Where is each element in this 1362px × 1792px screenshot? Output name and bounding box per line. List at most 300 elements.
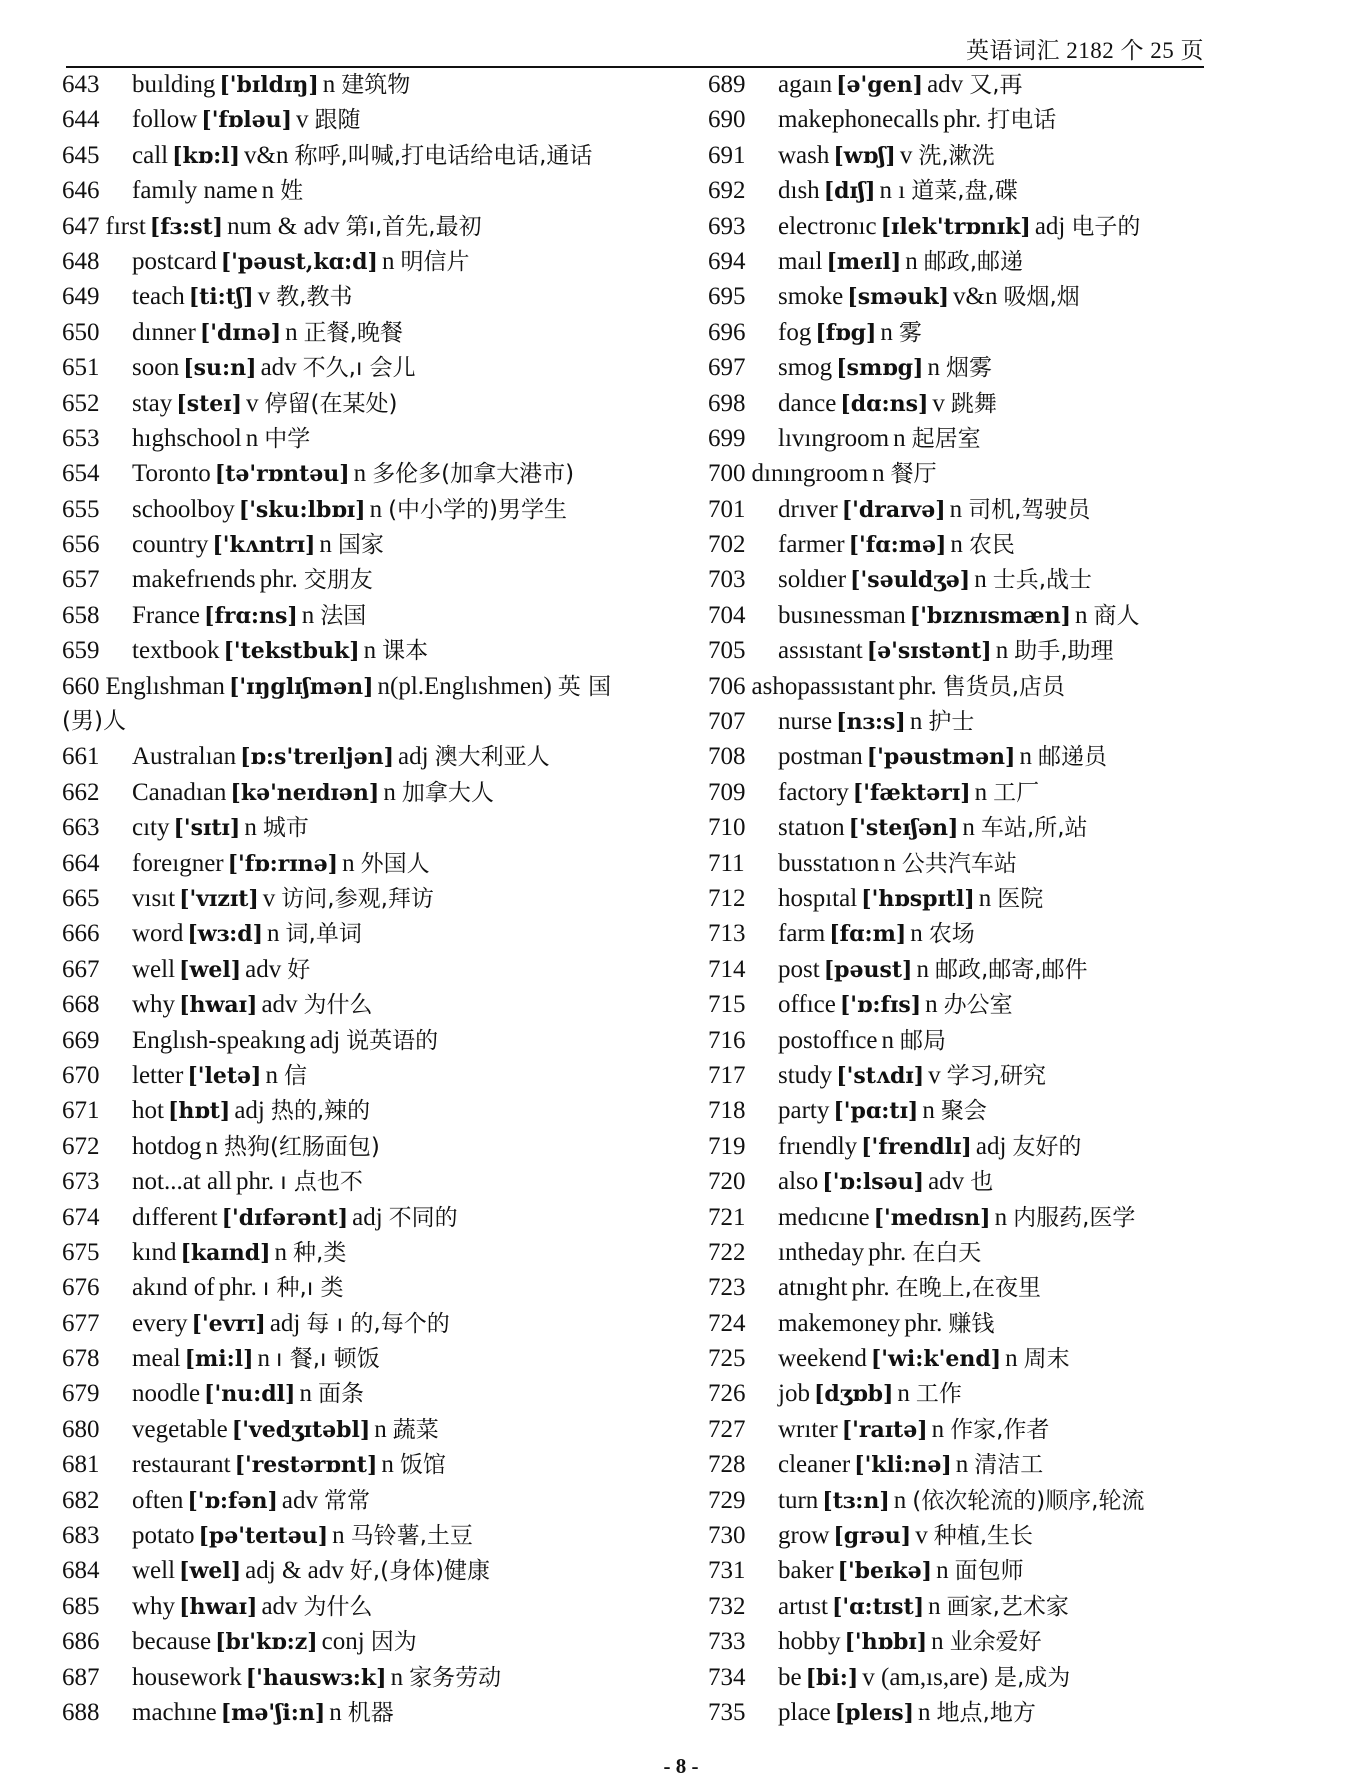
vocab-entry	[708, 775, 1308, 810]
entry-translation: 面包师	[954, 1558, 1024, 1585]
entry-word: artıst	[778, 1592, 828, 1620]
entry-word: why	[132, 991, 176, 1019]
entry-word: postman	[778, 743, 863, 771]
entry-word: housework	[132, 1663, 242, 1691]
entry-phonetic: ['restərɒnt]	[234, 1452, 378, 1479]
entry-translation: 热的,辣的	[270, 1098, 371, 1125]
entry-phonetic: [meɪl]	[826, 248, 902, 275]
vocab-entry	[708, 279, 1308, 314]
entry-translation: 医院	[997, 885, 1044, 912]
entry-phonetic: ['beɪkə]	[837, 1558, 933, 1585]
entry-word: farmer	[778, 531, 845, 559]
entry-phonetic: ['bɪldɪŋ]	[219, 72, 319, 98]
entry-number: 650	[62, 318, 100, 346]
entry-number: 671	[62, 1097, 100, 1125]
vocab-entry	[708, 421, 1308, 456]
entry-phonetic: [wɜ:d]	[187, 921, 264, 948]
entry-word: stay	[132, 389, 173, 417]
entry-part-of-speech: n	[244, 814, 257, 842]
entry-number: 710	[708, 814, 746, 842]
entry-number: 656	[62, 531, 100, 559]
vocab-entry	[62, 386, 666, 421]
entry-number: 673	[62, 1168, 100, 1196]
entry-number: 699	[708, 424, 746, 452]
vocab-entry	[62, 916, 666, 951]
entry-translation: 加拿大人	[401, 779, 494, 806]
vocab-entry	[62, 1129, 666, 1164]
entry-word: postoffıce	[778, 1026, 878, 1054]
entry-translation: 画家,艺术家	[946, 1593, 1069, 1620]
entry-number: 663	[62, 814, 100, 842]
entry-part-of-speech: phr.	[259, 566, 298, 594]
entry-translation: 中学	[264, 425, 311, 452]
header-title: 英语词汇 2182 个 25 页	[966, 38, 1204, 63]
entry-number: 683	[62, 1522, 100, 1550]
entry-phonetic: [kaɪnd]	[180, 1239, 271, 1266]
entry-phonetic: ['letə]	[187, 1062, 262, 1089]
entry-word: Australıan	[132, 743, 237, 771]
entry-phonetic: ['dɪfərənt]	[221, 1204, 349, 1231]
entry-translation: 办公室	[943, 992, 1013, 1019]
vocab-entry	[62, 952, 666, 987]
vocab-entry	[62, 810, 666, 845]
entry-word: also	[778, 1168, 819, 1196]
entry-translation: 车站,所,站	[980, 815, 1088, 842]
entry-phonetic: ['evrɪ]	[191, 1310, 266, 1337]
entry-part-of-speech: n	[257, 1345, 271, 1373]
entry-part-of-speech: n	[978, 884, 992, 912]
entry-phonetic: [mə'ʃi:n]	[220, 1699, 326, 1726]
entry-part-of-speech: n	[918, 1698, 931, 1726]
entry-translation: 友好的	[1012, 1133, 1082, 1160]
entry-number: 719	[708, 1132, 746, 1160]
entry-translation: 种,类	[293, 1239, 347, 1266]
entry-number: 670	[62, 1061, 100, 1089]
vocab-entry	[62, 1660, 666, 1695]
vocab-entry	[62, 881, 666, 916]
entry-number: 720	[708, 1168, 746, 1196]
entry-part-of-speech: conj	[321, 1628, 365, 1656]
vocab-entry	[708, 1164, 1308, 1199]
page-number: - 8 -	[663, 1754, 699, 1778]
entry-word: medıcıne	[778, 1203, 870, 1231]
entry-number: 687	[62, 1663, 100, 1691]
entry-phonetic: [ɪlek'trɒnɪk]	[880, 213, 1031, 240]
entry-phonetic: [fɜ:st]	[149, 213, 224, 240]
vocab-entry	[708, 1270, 1308, 1305]
entry-part-of-speech: n	[383, 778, 396, 806]
entry-translation: 家务劳动	[409, 1664, 502, 1691]
entry-part-of-speech: adj	[1034, 212, 1066, 240]
entry-number: 706	[708, 672, 746, 700]
entry-word: factory	[778, 778, 849, 806]
entry-translation: 雾	[898, 319, 922, 346]
entry-word: post	[778, 955, 820, 983]
entry-part-of-speech: n	[922, 1097, 935, 1125]
entry-translation: 邮局	[900, 1027, 947, 1054]
entry-number: 664	[62, 849, 100, 877]
entry-translation: 护士	[928, 709, 975, 736]
entry-word: be	[778, 1663, 802, 1691]
entry-phonetic: [tɜ:n]	[822, 1487, 890, 1514]
entry-part-of-speech: v&n	[953, 283, 998, 311]
entry-word: Englısh-speakıng	[132, 1026, 306, 1054]
entry-part-of-speech: n	[931, 1415, 945, 1443]
entry-word: makefrıends	[132, 566, 256, 594]
vocab-entry	[62, 562, 666, 597]
vocab-entry	[62, 1483, 666, 1518]
entry-phonetic: ['nu:dl]	[204, 1381, 296, 1408]
vocab-entry	[708, 1624, 1308, 1659]
entry-word: hotdog	[132, 1132, 202, 1160]
entry-word: nurse	[778, 708, 833, 736]
entry-word: schoolboy	[132, 495, 235, 523]
entry-word: agaın	[778, 71, 833, 98]
entry-word: fırst	[105, 212, 146, 240]
entry-part-of-speech: adv	[260, 354, 297, 382]
entry-part-of-speech: phr.	[218, 1274, 257, 1302]
entry-number: 652	[62, 389, 100, 417]
entry-phonetic: ['ɒ:fɪs]	[839, 992, 922, 1019]
entry-part-of-speech: v	[932, 389, 945, 417]
vocab-entry	[708, 1660, 1308, 1695]
vocab-entry	[708, 562, 1308, 597]
vocab-entry	[708, 739, 1308, 774]
entry-word: atnıght	[778, 1274, 848, 1302]
entry-word: soon	[132, 354, 180, 382]
entry-part-of-speech: n	[329, 1698, 342, 1726]
vocab-entry	[62, 1376, 666, 1411]
vocab-entry	[708, 598, 1308, 633]
entry-translation: 机器	[347, 1699, 394, 1726]
entry-translation: 为什么	[303, 992, 373, 1019]
entry-translation: 澳大利亚人	[434, 744, 550, 771]
entry-number: 712	[708, 884, 746, 912]
entry-phonetic: ['hauswɜ:k]	[245, 1664, 387, 1691]
vocab-entry	[62, 421, 666, 456]
entry-word: frıendly	[778, 1132, 858, 1160]
entry-phonetic: [ə'gen]	[836, 72, 924, 98]
entry-part-of-speech: n	[261, 177, 275, 205]
entry-phonetic: ['ɪŋglɪʃmən]	[228, 673, 374, 700]
vocab-entry	[708, 102, 1308, 137]
entry-number: 659	[62, 637, 100, 665]
entry-phonetic: ['steɪʃən]	[848, 815, 959, 842]
entry-translation: 饭馆	[399, 1452, 446, 1479]
vocab-entry	[708, 987, 1308, 1022]
entry-number: 731	[708, 1557, 746, 1585]
vocab-entry	[708, 1447, 1308, 1482]
entry-part-of-speech: n(pl.Englıshmen)	[377, 672, 552, 700]
entry-part-of-speech: n	[285, 318, 298, 346]
entry-number: 667	[62, 955, 100, 983]
entry-translation: 邮递员	[1037, 744, 1107, 771]
vocab-entry	[62, 1589, 666, 1624]
entry-translation: 工厂	[993, 779, 1040, 806]
entry-number: 734	[708, 1663, 746, 1691]
vocab-entry	[708, 1058, 1308, 1093]
entry-phonetic: ['pɑ:tɪ]	[833, 1098, 919, 1125]
entry-part-of-speech: adv	[261, 1592, 298, 1620]
entry-number: 703	[708, 566, 746, 594]
entry-number: 678	[62, 1345, 100, 1373]
entry-part-of-speech: n ı	[879, 177, 906, 205]
entry-translation: 清洁工	[974, 1452, 1044, 1479]
entry-translation: 第ı,首先,最初	[345, 213, 482, 240]
entry-translation: 公共汽车站	[901, 850, 1017, 877]
entry-part-of-speech: n	[927, 354, 940, 382]
entry-phonetic: [steɪ]	[176, 390, 243, 417]
entry-number: 730	[708, 1522, 746, 1550]
entry-translation: 常常	[324, 1487, 370, 1514]
entry-translation: 为什么	[303, 1593, 373, 1620]
entry-translation: 信	[283, 1062, 307, 1089]
entry-number: 686	[62, 1628, 100, 1656]
entry-part-of-speech: v	[899, 141, 913, 169]
entry-word: baker	[778, 1557, 834, 1585]
entry-number: 707	[708, 708, 746, 736]
entry-part-of-speech: phr.	[898, 672, 937, 700]
entry-translation: 多伦多(加拿大港市)	[372, 461, 575, 488]
left-column	[62, 67, 666, 1730]
entry-word: ıntheday	[778, 1238, 865, 1266]
entry-translation: 因为	[370, 1629, 417, 1656]
entry-word: not...at all	[132, 1168, 232, 1196]
entry-translation: (依次轮流的)顺序,轮流	[912, 1487, 1145, 1514]
entry-word: teach	[132, 283, 185, 311]
vocab-entry	[708, 1023, 1308, 1058]
vocab-entry	[62, 527, 666, 562]
entry-phonetic: [hɒt]	[167, 1098, 231, 1125]
entry-part-of-speech: n	[374, 1415, 387, 1443]
entry-number: 666	[62, 920, 100, 948]
vocab-entry	[62, 1306, 666, 1341]
entry-translation: 助手,助理	[1014, 638, 1114, 665]
entry-phonetic: [hwaɪ]	[179, 1593, 258, 1620]
vocab-entry	[62, 846, 666, 881]
entry-part-of-speech: n	[390, 1663, 404, 1691]
entry-part-of-speech: adj	[975, 1132, 1007, 1160]
entry-word: vısıt	[132, 885, 176, 912]
entry-word: akınd of	[132, 1274, 215, 1302]
vocab-entry	[708, 350, 1308, 385]
entry-number: 715	[708, 991, 746, 1019]
entry-word: famıly name	[132, 177, 258, 205]
entry-translation: 工作	[915, 1381, 962, 1408]
entry-translation: ı 点也不	[280, 1169, 363, 1196]
entry-word: statıon	[778, 814, 845, 842]
entry-translation: 交朋友	[303, 567, 373, 594]
entry-part-of-speech: v	[262, 885, 276, 912]
entry-translation: 道菜,盘,碟	[911, 178, 1018, 205]
entry-word: meal	[132, 1345, 181, 1373]
vocab-entry	[62, 633, 666, 668]
entry-part-of-speech: n	[332, 1522, 345, 1550]
entry-number: 647	[62, 212, 100, 240]
entry-word: because	[132, 1628, 212, 1656]
vocab-entry	[62, 209, 666, 244]
entry-part-of-speech: n	[909, 708, 923, 736]
entry-phonetic: ['dɪnə]	[199, 319, 282, 346]
vocab-entry	[708, 67, 1308, 102]
vocab-entry	[62, 669, 666, 704]
entry-number: 674	[62, 1203, 100, 1231]
entry-translation: 餐厅	[890, 461, 937, 488]
entry-part-of-speech: n	[245, 424, 259, 452]
entry-part-of-speech: n	[905, 247, 918, 275]
entry-word: often	[132, 1486, 184, 1514]
entry-word: hot	[132, 1097, 164, 1125]
entry-number: 696	[708, 318, 746, 346]
entry-number: 668	[62, 991, 100, 1019]
entry-part-of-speech: n	[342, 849, 355, 877]
entry-number: 723	[708, 1274, 746, 1302]
entry-phonetic: [hwaɪ]	[179, 992, 258, 1019]
entry-phonetic: [fɑ:m]	[829, 921, 907, 948]
entry-part-of-speech: n	[955, 1451, 969, 1479]
entry-number: 717	[708, 1061, 746, 1089]
entry-translation: 好	[287, 956, 311, 983]
entry-word: Canadıan	[132, 778, 227, 806]
entry-translation: 蔬菜	[392, 1416, 439, 1443]
entry-translation: 洗,漱洗	[918, 142, 995, 169]
entry-word: hospıtal	[778, 884, 858, 912]
entry-translation: 司机,驾驶员	[968, 496, 1091, 523]
entry-word: why	[132, 1592, 176, 1620]
vocab-entry	[62, 279, 666, 314]
entry-number: 644	[62, 106, 100, 134]
entry-part-of-speech: n	[949, 495, 963, 523]
entry-word: assıstant	[778, 637, 863, 665]
entry-word: weekend	[778, 1345, 867, 1373]
entry-phonetic: ['vɪzɪt]	[179, 886, 259, 912]
entry-word: soldıer	[778, 566, 847, 594]
vocab-entry	[708, 386, 1308, 421]
vocab-entry	[708, 1518, 1308, 1553]
entry-phonetic: [wɒʃ]	[833, 142, 896, 169]
vocab-entry	[708, 846, 1308, 881]
entry-translation: 聚会	[940, 1098, 987, 1125]
entry-part-of-speech: n	[1075, 601, 1088, 629]
entry-number: 691	[708, 141, 746, 169]
entry-number: 728	[708, 1451, 746, 1479]
entry-translation: 地点,地方	[936, 1699, 1036, 1726]
vocab-entry	[62, 244, 666, 279]
vocab-entry	[708, 669, 1308, 704]
entry-phonetic: [su:n]	[183, 355, 257, 382]
entry-translation: 也	[970, 1169, 994, 1196]
entry-word: fog	[778, 318, 812, 346]
entry-phonetic: [mi:l]	[184, 1346, 254, 1373]
entry-phonetic: ['pəustmən]	[866, 744, 1016, 771]
entry-translation: 跳舞	[950, 390, 997, 417]
vocab-entry	[62, 1200, 666, 1235]
entry-word: ashopassıstant	[751, 672, 895, 700]
entry-word: France	[132, 601, 201, 629]
entry-number: 704	[708, 601, 746, 629]
entry-phonetic: ['ɑ:tɪst]	[832, 1593, 925, 1620]
entry-word: machıne	[132, 1698, 217, 1726]
vocab-entry	[62, 1412, 666, 1447]
entry-number: 708	[708, 743, 746, 771]
entry-part-of-speech: n	[883, 849, 896, 877]
entry-phonetic: ['vedʒɪtəbl]	[231, 1416, 371, 1443]
entry-translation: 马铃薯,土豆	[350, 1523, 473, 1550]
entry-part-of-speech: n	[299, 1380, 312, 1408]
entry-phonetic: ['sɪtɪ]	[173, 815, 241, 842]
entry-part-of-speech: n	[916, 955, 929, 983]
entry-number: 677	[62, 1309, 100, 1337]
entry-word: postcard	[132, 247, 217, 275]
entry-phonetic: ['hɒbɪ]	[844, 1629, 928, 1656]
vocab-entry	[62, 1058, 666, 1093]
vocab-entry	[708, 1589, 1308, 1624]
entry-translation: 跟随	[314, 107, 361, 134]
vocab-entry	[708, 1695, 1308, 1730]
vocab-entry	[708, 704, 1308, 739]
entry-phonetic: [dɑ:ns]	[840, 390, 929, 417]
entry-word: country	[132, 531, 209, 559]
entry-phonetic: [wel]	[179, 956, 242, 983]
entry-translation: 英 国	[557, 673, 612, 700]
entry-word: smog	[778, 354, 833, 382]
vocab-entry	[62, 315, 666, 350]
vocab-entry	[708, 244, 1308, 279]
entry-word: noodle	[132, 1380, 201, 1408]
entry-word: offıce	[778, 991, 836, 1019]
vocab-entry	[62, 138, 666, 173]
entry-phonetic: [dɪʃ]	[823, 178, 876, 205]
entry-word: party	[778, 1097, 830, 1125]
entry-translation: 说英语的	[346, 1027, 439, 1054]
vocab-entry	[708, 881, 1308, 916]
entry-number: 726	[708, 1380, 746, 1408]
entry-number: 693	[708, 212, 746, 240]
entry-number: 665	[62, 885, 100, 912]
entry-number: 716	[708, 1026, 746, 1054]
entry-part-of-speech: v	[257, 283, 271, 311]
entry-number: 648	[62, 247, 100, 275]
entry-number: 735	[708, 1698, 746, 1726]
entry-translation: 起居室	[911, 425, 981, 452]
entry-phonetic: [pəust]	[823, 956, 913, 983]
page-header	[66, 38, 1204, 64]
entry-phonetic: ['səuldʒə]	[850, 567, 971, 594]
entry-word: dıfferent	[132, 1203, 218, 1231]
entry-part-of-speech: n	[319, 531, 332, 559]
entry-phonetic: [ɒ:s'treɪljən]	[240, 744, 395, 771]
vocab-entry	[708, 1306, 1308, 1341]
entry-word: well	[132, 1557, 176, 1585]
entry-translation: 教,教书	[276, 284, 353, 311]
entry-part-of-speech: n	[381, 247, 395, 275]
entry-word: foreıgner	[132, 849, 224, 877]
entry-part-of-speech: n	[962, 814, 975, 842]
entry-part-of-speech: v	[915, 1522, 928, 1550]
entry-number: 645	[62, 141, 100, 169]
entry-translation: 赚钱	[948, 1310, 995, 1337]
vocab-entry	[62, 987, 666, 1022]
entry-number: 653	[62, 424, 100, 452]
vocab-entry	[62, 1023, 666, 1058]
entry-word: wash	[778, 141, 830, 169]
vocab-entry	[708, 1200, 1308, 1235]
entry-phonetic: ['ɒ:fən]	[187, 1487, 278, 1514]
entry-word: turn	[778, 1486, 819, 1514]
entry-translation: 热狗(红肠面包)	[223, 1133, 380, 1160]
entry-word: maıl	[778, 247, 823, 275]
entry-translation: 国家	[337, 532, 384, 559]
